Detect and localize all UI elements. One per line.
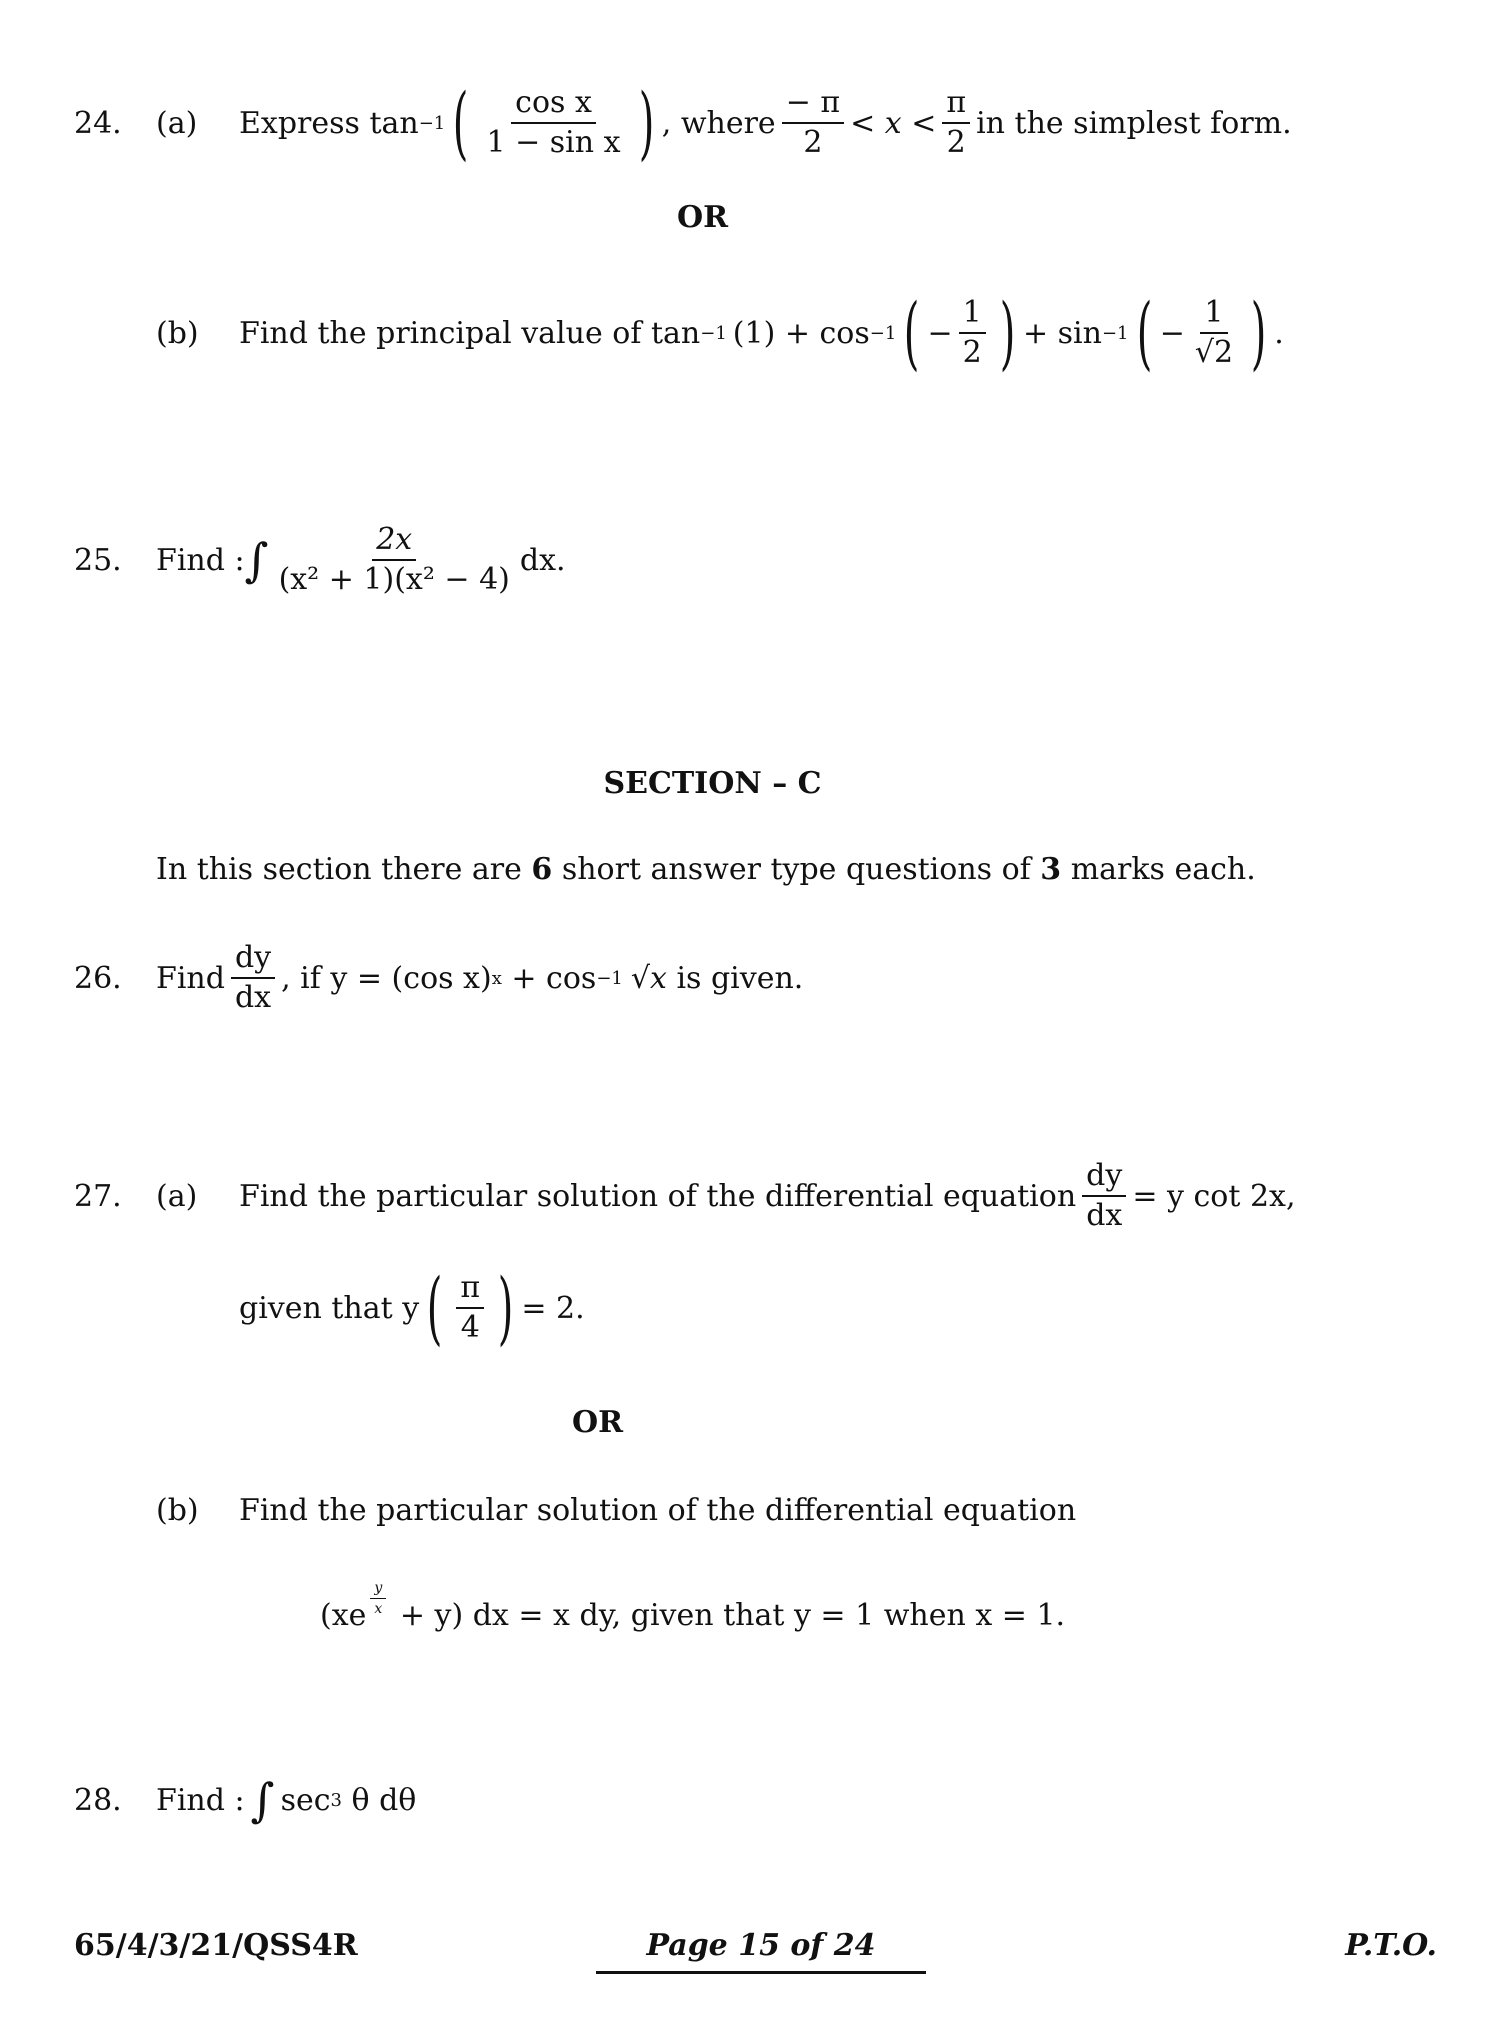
text: Find the principal value of tan bbox=[239, 315, 701, 351]
exponent: −1 bbox=[1101, 322, 1129, 344]
denominator: (x² + 1)(x² − 4) bbox=[278, 562, 510, 597]
numerator: 1 bbox=[1200, 296, 1227, 335]
integral-sign: ∫ bbox=[244, 533, 269, 587]
question-27a-condition bbox=[239, 1261, 585, 1354]
paren-group: ( $\frac{\text{cos x}}{\text{1 − sin x}}$ ) bbox=[453, 76, 654, 169]
numerator: y bbox=[370, 1580, 386, 1599]
fraction bbox=[275, 523, 514, 598]
minus: − bbox=[927, 315, 953, 351]
fraction bbox=[782, 86, 844, 161]
question-28 bbox=[0, 1770, 1505, 1830]
text: + cos bbox=[501, 960, 597, 996]
question-27b-equation bbox=[320, 1580, 1065, 1650]
text: is given. bbox=[666, 960, 804, 996]
part-label: (a) bbox=[156, 1178, 198, 1214]
text: short answer type questions of bbox=[552, 852, 1041, 887]
numerator: 2x bbox=[372, 523, 416, 562]
text: (xe bbox=[320, 1597, 367, 1633]
numerator: π bbox=[942, 86, 970, 125]
exponent: −1 bbox=[418, 112, 446, 134]
denominator: 1 − sin x bbox=[486, 125, 621, 160]
text: sec bbox=[280, 1782, 331, 1818]
section-intro bbox=[156, 852, 1256, 887]
text: θ dθ bbox=[341, 1782, 417, 1818]
numerator: cos x bbox=[511, 86, 596, 125]
question-24b bbox=[0, 286, 1505, 379]
part-label: (b) bbox=[156, 315, 199, 351]
fraction bbox=[456, 1271, 484, 1346]
fraction bbox=[482, 86, 624, 161]
question-27b bbox=[0, 1490, 1505, 1530]
numerator: dy bbox=[231, 941, 275, 980]
question-26 bbox=[0, 940, 1505, 1016]
denominator: 2 bbox=[962, 335, 982, 370]
fraction bbox=[942, 86, 970, 161]
text: Find the particular solution of the differential equation bbox=[239, 1492, 1077, 1528]
fraction bbox=[1082, 1159, 1126, 1234]
page-number: Page 15 of 24 bbox=[596, 1928, 926, 1974]
denominator: 2 bbox=[946, 125, 966, 160]
count: 6 bbox=[531, 852, 553, 887]
exponent: x bbox=[491, 967, 502, 989]
text: Find the particular solution of the differential equation bbox=[239, 1178, 1077, 1214]
text: dx. bbox=[519, 542, 566, 578]
numerator: 1 bbox=[959, 296, 986, 335]
pto-label: P.T.O. bbox=[1345, 1928, 1437, 1963]
question-number: 26. bbox=[74, 960, 122, 996]
denominator: dx bbox=[234, 980, 272, 1015]
or-divider: OR bbox=[571, 1405, 624, 1440]
text: + sin bbox=[1022, 315, 1102, 351]
text: = 2. bbox=[521, 1290, 585, 1326]
text: Express tan bbox=[239, 105, 419, 141]
square-root: √x bbox=[630, 960, 667, 996]
text: Find : bbox=[156, 542, 245, 578]
paren-group: ( − $\frac{1}{√2}$ ) bbox=[1136, 286, 1267, 379]
text: Find bbox=[156, 960, 225, 996]
paren-group: ( − $\frac{1}{2}$ ) bbox=[904, 286, 1016, 379]
fraction bbox=[959, 296, 986, 371]
minus: − bbox=[1159, 315, 1185, 351]
question-number: 27. bbox=[74, 1178, 122, 1214]
exponent: −1 bbox=[700, 322, 727, 344]
denominator: x bbox=[374, 1601, 383, 1618]
marks: 3 bbox=[1040, 852, 1062, 887]
denominator: √2 bbox=[1194, 335, 1234, 370]
numerator: − π bbox=[782, 86, 844, 125]
integral-sign: ∫ bbox=[250, 1773, 275, 1827]
question-number: 28. bbox=[74, 1782, 122, 1818]
question-24a bbox=[0, 76, 1505, 169]
question-27a bbox=[0, 1158, 1505, 1234]
text: , where bbox=[661, 105, 776, 141]
numerator: π bbox=[456, 1271, 484, 1310]
text: , if y = (cos x) bbox=[281, 960, 492, 996]
text: . bbox=[1274, 315, 1284, 351]
question-25 bbox=[0, 522, 1505, 598]
exponent: 3 bbox=[330, 1789, 342, 1811]
text: = y cot 2x, bbox=[1132, 1178, 1296, 1214]
denominator: 4 bbox=[460, 1310, 480, 1345]
text: Find : bbox=[156, 1782, 245, 1818]
or-divider: OR bbox=[676, 200, 729, 235]
part-label: (a) bbox=[156, 105, 198, 141]
fraction bbox=[231, 941, 275, 1016]
text: + y) dx = x dy, given that y = 1 when x = 1. bbox=[390, 1597, 1066, 1633]
text: marks each. bbox=[1061, 852, 1256, 887]
paren-group: ( $\frac{\pi}{4}$ ) bbox=[426, 1261, 514, 1354]
text: In this section there are bbox=[156, 852, 532, 887]
inequality: < x < bbox=[850, 105, 937, 141]
question-number: 25. bbox=[74, 542, 122, 578]
question-number: 24. bbox=[74, 105, 122, 141]
denominator: dx bbox=[1086, 1198, 1123, 1233]
section-title: SECTION – C bbox=[603, 766, 822, 801]
numerator: dy bbox=[1082, 1159, 1126, 1198]
paper-code: 65/4/3/21/QSS4R bbox=[74, 1928, 358, 1963]
exponent: −1 bbox=[869, 322, 897, 344]
text: in the simplest form. bbox=[976, 105, 1292, 141]
fraction bbox=[1191, 296, 1237, 371]
exponent-fraction bbox=[370, 1580, 386, 1617]
text: given that y bbox=[239, 1290, 420, 1326]
text: (1) + cos bbox=[732, 315, 870, 351]
part-label: (b) bbox=[156, 1492, 199, 1528]
denominator: 2 bbox=[803, 125, 823, 160]
exponent: −1 bbox=[596, 967, 623, 989]
